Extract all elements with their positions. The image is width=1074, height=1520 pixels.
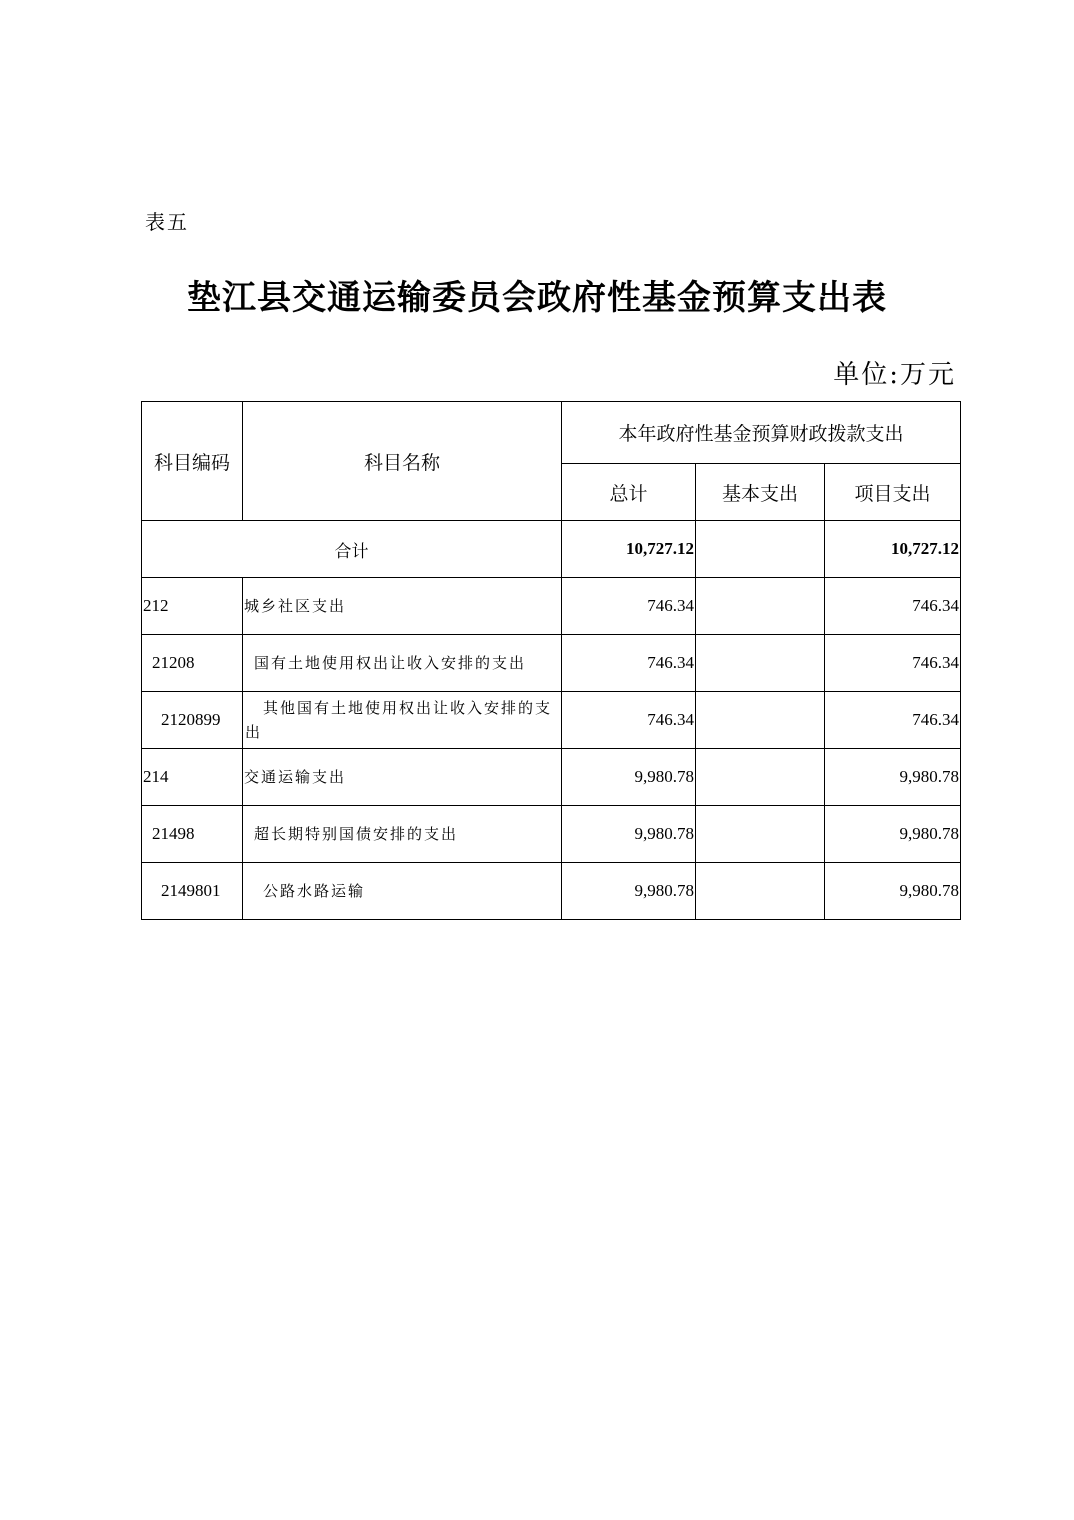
header-group: 本年政府性基金预算财政拨款支出 [562, 402, 961, 464]
header-name: 科目名称 [243, 402, 562, 521]
row-basic [696, 635, 825, 692]
total-row [142, 521, 961, 578]
budget-table [141, 401, 961, 920]
row-total: 9,980.78 [562, 806, 696, 863]
row-basic [696, 863, 825, 920]
total-total: 10,727.12 [562, 521, 696, 578]
table-row [142, 692, 961, 749]
row-basic [696, 692, 825, 749]
row-code: 212 [142, 578, 243, 635]
row-total: 9,980.78 [562, 863, 696, 920]
table-row [142, 635, 961, 692]
document-title: 垫江县交通运输委员会政府性基金预算支出表 [187, 278, 887, 318]
row-name: 交通运输支出 [243, 749, 562, 806]
row-total: 746.34 [562, 692, 696, 749]
row-project: 746.34 [825, 635, 961, 692]
total-label: 合计 [142, 521, 562, 578]
header-basic: 基本支出 [696, 464, 825, 521]
row-name: 公路水路运输 [243, 863, 562, 920]
row-code: 21498 [142, 806, 243, 863]
row-code: 214 [142, 749, 243, 806]
row-total: 9,980.78 [562, 749, 696, 806]
row-project: 746.34 [825, 578, 961, 635]
row-basic [696, 578, 825, 635]
row-total: 746.34 [562, 578, 696, 635]
row-name: 其他国有土地使用权出让收入安排的支出 [243, 692, 562, 749]
row-name: 国有土地使用权出让收入安排的支出 [243, 635, 562, 692]
total-project: 10,727.12 [825, 521, 961, 578]
table-row [142, 749, 961, 806]
row-project: 9,980.78 [825, 749, 961, 806]
table-row [142, 578, 961, 635]
row-name: 城乡社区支出 [243, 578, 562, 635]
table-row [142, 863, 961, 920]
row-name: 超长期特别国债安排的支出 [243, 806, 562, 863]
row-code: 21208 [142, 635, 243, 692]
row-project: 9,980.78 [825, 806, 961, 863]
header-code: 科目编码 [142, 402, 243, 521]
header-project: 项目支出 [825, 464, 961, 521]
header-row-1 [142, 402, 961, 464]
table-number-label: 表五 [145, 210, 189, 234]
row-total: 746.34 [562, 635, 696, 692]
header-total: 总计 [562, 464, 696, 521]
total-basic [696, 521, 825, 578]
table-row [142, 806, 961, 863]
row-project: 746.34 [825, 692, 961, 749]
row-code: 2149801 [142, 863, 243, 920]
row-project: 9,980.78 [825, 863, 961, 920]
row-basic [696, 749, 825, 806]
row-basic [696, 806, 825, 863]
unit-label: 单位:万元 [833, 360, 956, 390]
row-code: 2120899 [142, 692, 243, 749]
